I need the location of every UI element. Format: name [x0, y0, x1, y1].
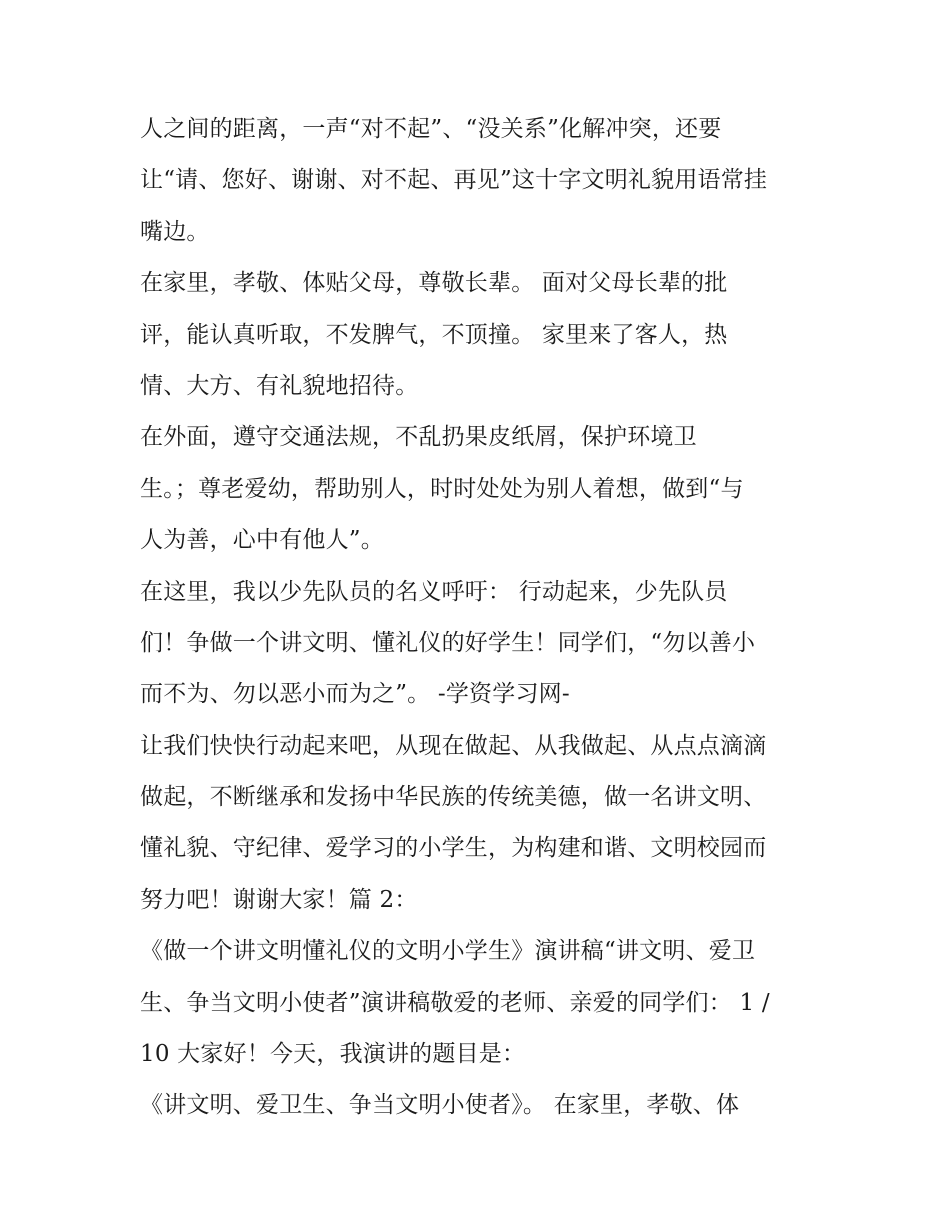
- text-line: 让我们快快行动起来吧，从现在做起、从我做起、从点点滴滴: [140, 732, 767, 759]
- text-line: 在这里，我以少先队员的名义呼吁： 行动起来，少先队员: [140, 578, 728, 605]
- text-line: 情、大方、有礼貌地招待。: [140, 372, 419, 399]
- text-line: 《讲文明、爱卫生、争当文明小使者》。 在家里，孝敬、体: [140, 1092, 740, 1119]
- text-line: 在外面，遵守交通法规，不乱扔果皮纸屑，保护环境卫: [140, 424, 697, 451]
- text-line: 《做一个讲文明懂礼仪的文明小学生》演讲稿“讲文明、爱卫: [140, 938, 756, 965]
- text-line: 在家里，孝敬、体贴父母，尊敬长辈。 面对父母长辈的批: [140, 270, 728, 297]
- text-line: 生。；尊老爱幼，帮助别人，时时处处为别人着想，做到“与: [140, 475, 744, 502]
- text-line: 让“请、您好、谢谢、对不起、再见”这十字文明礼貌用语常挂: [140, 167, 768, 194]
- text-line: 评，能认真听取，不发脾气，不顶撞。 家里来了客人，热: [140, 321, 728, 348]
- document-body: [140, 108, 820, 1136]
- text-line: 10 大家好！今天，我演讲的题目是：: [140, 1041, 526, 1068]
- text-line: 做起，不断继承和发扬中华民族的传统美德，做一名讲文明、: [140, 784, 767, 811]
- text-line: 嘴边。: [140, 218, 210, 245]
- text-line: 们！争做一个讲文明、懂礼仪的好学生！同学们，“勿以善小: [140, 629, 756, 656]
- text-line: 努力吧！谢谢大家！篇 2：: [140, 886, 418, 913]
- text-line: 人为善，心中有他人”。: [140, 527, 384, 554]
- text-line: 懂礼貌、守纪律、爱学习的小学生，为构建和谐、文明校园而: [140, 835, 767, 862]
- text-line: 人之间的距离，一声“对不起”、“没关系”化解冲突，还要: [140, 116, 722, 142]
- text-line: 而不为、勿以恶小而为之”。 -学资学习网-: [140, 681, 570, 708]
- text-line: 生、争当文明小使者”演讲稿敬爱的老师、亲爱的同学们： 1 /: [140, 989, 770, 1016]
